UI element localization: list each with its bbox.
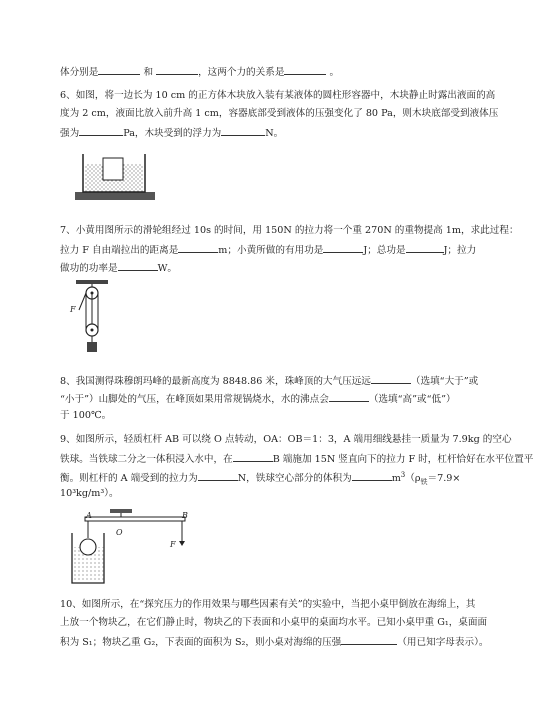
text: ＝7.9×	[427, 473, 461, 485]
q10-line-2: 上放一个物块乙，在它们静止时，物块乙的下表面和小桌甲的桌面均水平。已知小桌甲重 G₁，桌面面	[60, 617, 488, 628]
text: 做功的功率是	[60, 263, 118, 274]
q9-line-4: 10³kg/m³）。	[60, 488, 119, 499]
answer-blank[interactable]	[352, 470, 392, 481]
q7-line-3	[60, 260, 177, 275]
text: Pa，木块受到的浮力为	[123, 128, 222, 139]
text: 和	[143, 67, 154, 78]
answer-blank[interactable]	[118, 260, 158, 271]
weight	[87, 342, 97, 352]
text: 衡。则杠杆的 A 端受到的拉力为	[60, 473, 198, 485]
text: 积为 S₁；物块乙重 G₂，下表面的面积为 S₂，则小桌对海绵的压强	[60, 637, 342, 648]
q9-line-1: 9、如图所示，轻质杠杆 AB 可以绕 O 点转动，OA：OB＝1：3，A 端用细线悬挂一质量为 7.9kg 的空心	[60, 434, 512, 445]
answer-blank[interactable]	[371, 373, 411, 384]
q10-line-3	[60, 634, 488, 649]
answer-blank[interactable]	[341, 634, 397, 645]
q5-line	[60, 64, 339, 79]
q8-line-1	[60, 373, 478, 388]
answer-blank[interactable]	[198, 470, 238, 481]
text: B 端施加 15N 竖直向下的拉力 F 时，杠杆恰好在水平位置平	[272, 454, 533, 465]
text: 体分别是	[60, 67, 99, 78]
q8-line-3: 于 100℃。	[60, 410, 112, 421]
answer-blank[interactable]	[98, 64, 140, 75]
q9-line-3	[60, 469, 460, 489]
q6-container-figure	[75, 152, 155, 202]
text: （选填“高”或“低”）	[368, 394, 456, 405]
q7-line-1: 7、小黄用图所示的滑轮组经过 10s 的时间，用 150N 的拉力将一个重 270N 的重物提高 1m，求此过程：	[60, 225, 519, 236]
text: （用已知字母表示）。	[397, 637, 489, 648]
q6-line-2: 度为 2 cm，液面比放入前升高 1 cm，容器底部受到液体的压强变化了 80 Pa，则木块底部受到液体压	[60, 108, 499, 119]
pivot-mount	[110, 509, 132, 513]
subscript: 铁	[420, 478, 428, 487]
movable-pulley-axle	[91, 329, 94, 332]
q10-line-1: 10、如图所示，在“探究压力的作用效果与哪些因素有关”的实验中，当把小桌甲倒放在海绵上，其	[60, 599, 476, 610]
q7-force-label: F	[70, 305, 76, 314]
text: （ρ	[405, 473, 421, 485]
answer-blank[interactable]	[178, 242, 218, 253]
q9-label-O: O	[116, 528, 123, 537]
text: 8、我国测得珠穆朗玛峰的最新高度为 8848.86 米，珠峰顶的大气压远远	[60, 376, 371, 387]
answer-blank[interactable]	[323, 242, 363, 253]
lever-bar	[85, 517, 185, 521]
answer-blank[interactable]	[284, 64, 326, 75]
q7-pulley-figure	[70, 280, 115, 356]
text: m	[391, 473, 401, 485]
force-arrow-head	[179, 541, 185, 546]
ceiling	[76, 280, 108, 284]
text: 拉力 F 自由端拉出的距离是	[60, 245, 179, 256]
q9-label-F: F	[170, 540, 176, 549]
text: （选填“大于”或	[410, 376, 479, 387]
text: J；拉力	[443, 245, 477, 256]
text: “小于”）山脚处的气压，在峰顶如果用常规锅烧水，水的沸点会	[60, 394, 329, 405]
q6-line-1: 6、如图，将一边长为 10 cm 的正方体木块放入装有某液体的圆柱形容器中，木块静止时露出液面的高	[60, 90, 496, 101]
text: W。	[157, 263, 178, 274]
table-base	[75, 192, 155, 200]
q7-line-2	[60, 242, 476, 257]
wood-block	[103, 158, 123, 180]
answer-blank[interactable]	[233, 451, 273, 462]
text: N。	[265, 128, 284, 139]
answer-blank[interactable]	[406, 242, 444, 253]
q6-line-3	[60, 125, 283, 140]
q9-label-A: A	[86, 511, 92, 520]
answer-blank[interactable]	[79, 125, 123, 136]
text: J；总功是	[363, 245, 406, 256]
answer-blank[interactable]	[156, 64, 198, 75]
text: 铁球。当铁球二分之一体积浸入水中，在	[60, 454, 233, 465]
superscript: 3	[400, 471, 406, 479]
text: 。	[329, 67, 340, 78]
text: 强为	[60, 128, 80, 139]
pull-rope	[79, 293, 86, 310]
text: N，铁球空心部分的体积为	[237, 473, 352, 485]
text: ，这两个力的关系是	[198, 67, 285, 78]
iron-ball	[80, 539, 96, 555]
q8-line-2	[60, 391, 456, 406]
answer-blank[interactable]	[221, 125, 265, 136]
q9-line-2	[60, 451, 533, 466]
text: m；小黄所做的有用功是	[218, 245, 324, 256]
answer-blank[interactable]	[329, 391, 369, 402]
q9-label-B: B	[182, 511, 188, 520]
